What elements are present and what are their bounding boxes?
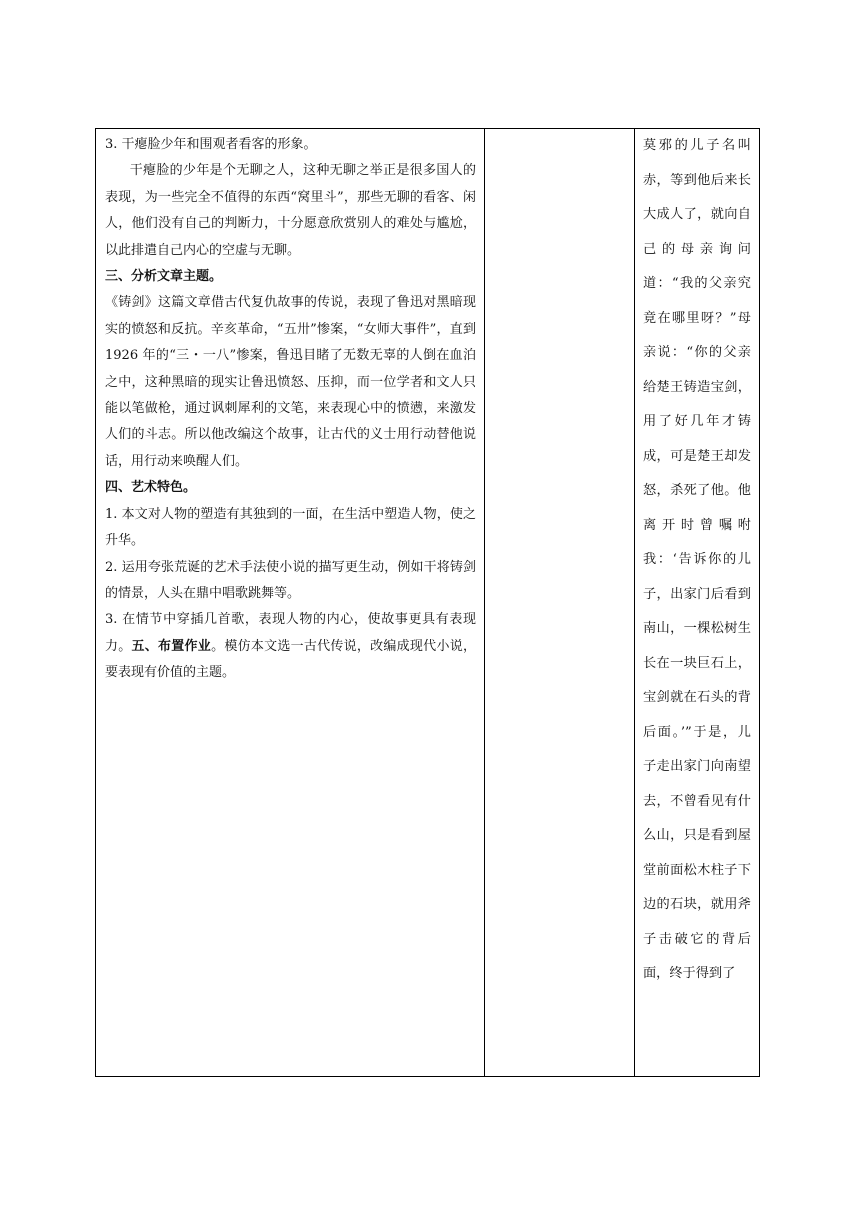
item-3-heading: 3. 干瘪脸少年和围观者看客的形象。 [105, 137, 317, 152]
item-3-body: 干瘪脸的少年是个无聊之人，这种无聊之举正是很多国人的表现，为一些完全不值得的东西“窝里斗”，那些无聊的看客、闲人，他们没有自己的判断力，十分愿意欣赏别人的难处与尴尬，以此排遣自己内心的空虚与无聊。 [105, 163, 476, 258]
empty-middle-cell [485, 129, 635, 1077]
art-feature-3-and-homework [105, 607, 476, 686]
main-content-cell [96, 129, 485, 1077]
art-feature-3: 3. 在情节中穿插几首歌，表现人物的内心，使故事更具有表现力。 [105, 612, 476, 654]
theme-paragraph: 《铸剑》这篇文章借古代复仇故事的传说，表现了鲁迅对黑暗现实的愤怒和反抗。辛亥革命，“五卅”惨案，“女师大事件”，直到 1926 年的“三・一八”惨案，鲁迅目睹了无数无辜的人倒在血泊之中，这种黑暗的现实让鲁迅愤怒、压抑，而一位学者和文人只能以笔做枪，通过讽刺犀利的文笔，来表现心中的愤懑，来激发人们的斗志。所以他改编这个故事，让古代的义士用行动替他说话，用行动来唤醒人们。 [105, 295, 476, 469]
art-feature-2: 2. 运用夸张荒诞的艺术手法使小说的描写更生动，例如干将铸剑的情景，人头在鼎中唱歌跳舞等。 [105, 559, 476, 601]
lesson-table [95, 128, 760, 1077]
homework-text: 。模仿本文选一古代传说，改编成现代小说，要表现有价值的主题。 [105, 638, 476, 681]
section-5-heading: 五、布置作业 [131, 638, 212, 654]
art-feature-1: 1. 本文对人物的塑造有其独到的一面，在生活中塑造人物，使之升华。 [105, 506, 476, 549]
table-row [96, 129, 760, 1077]
side-note-text: 莫邪的儿子名叫赤，等到他后来长大成人了，就向自己的母亲询问道：“我的父亲究竟在哪里呀？”母亲说：“你的父亲给楚王铸造宝剑，用了好几年才铸成，可是楚王却发怒，杀死了他。他离开时曾嘱咐我：‘告诉你的儿子，出家门后看到南山，一棵松树生长在一块巨石上，宝剑就在石头的背后面。’”于是，儿子走出家门向南望去，不曾看见有什么山，只是看到屋堂前面松木柱子下边的石块，就用斧子击破它的背后面，终于得到了 [643, 138, 751, 981]
section-4-heading: 四、艺术特色。 [105, 480, 197, 496]
side-note-cell [635, 129, 760, 1077]
section-3-heading: 三、分析文章主题。 [105, 269, 223, 285]
